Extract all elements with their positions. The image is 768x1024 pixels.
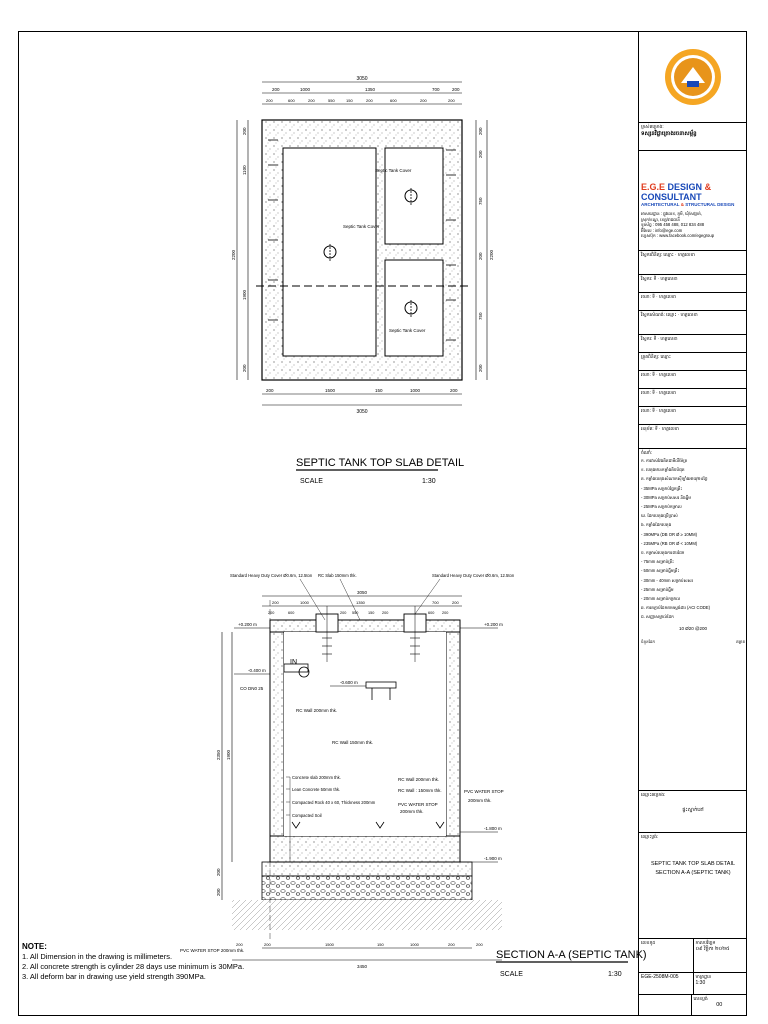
svg-text:1100: 1100: [242, 165, 247, 175]
plan-bottom-dim-1: 200: [266, 388, 274, 393]
svg-text:750: 750: [478, 312, 483, 320]
label-layer-2: Lean Concrete 50mm thk.: [292, 787, 341, 792]
tb-row-4: វិស្វករសំណង់: ឈ្មោះ · ហត្ថលេខា: [639, 311, 747, 335]
svg-text:200: 200: [272, 600, 279, 605]
date-value: ០៩ វិច្ឆិកា ២០២៥: [695, 946, 730, 952]
svg-text:200: 200: [266, 98, 273, 103]
sheet-title-cell: [639, 833, 747, 939]
svg-text:200: 200: [242, 127, 247, 135]
label-pipe: CO DN0 25: [240, 686, 264, 691]
section-overall-width: 3050: [356, 590, 368, 595]
tb-row-10: អនុម័ត: ទី · ហត្ថលេខា: [639, 425, 747, 449]
plan-scale-value: 1:30: [422, 478, 436, 485]
svg-text:200: 200: [340, 611, 347, 615]
svg-text:200: 200: [242, 364, 247, 372]
sheet-title: SEPTIC TANK TOP SLAB DETAIL SECTION A-A (SEPTIC TANK): [650, 861, 736, 876]
section-scale-label: SCALE: [500, 971, 523, 978]
label-cover-left: Standard Heavy Duty Cover Ø0.6m, 12.5ton: [230, 573, 313, 578]
company-subtitle: ARCHITECTURAL & STRUCTURAL DESIGN: [641, 202, 735, 207]
note-item-1: 1. All Dimension in the drawing is millimeters.: [22, 952, 173, 961]
plan-cover-label-2: Septic Tank Cover: [375, 168, 412, 173]
tb-row-1: វិស្វករពិនិត្យ: ឈ្មោះ · ហត្ថលេខា: [639, 251, 747, 275]
svg-text:200: 200: [366, 98, 373, 103]
svg-text:550: 550: [352, 611, 359, 615]
plan-bottom-dim-4: 1000: [410, 388, 421, 393]
section-top-dims: [272, 600, 459, 605]
plan-top-dim-2: 1000: [300, 87, 311, 92]
label-layer-3: Compacted Rock 40 x 60, Thickness 200mm: [292, 800, 376, 805]
bar-legend: ចំនួនដែក គម្លាត: [641, 638, 745, 644]
scale-value: 1:30: [695, 980, 706, 986]
label-layer-1: Concrete slab 200mm thk.: [292, 775, 341, 780]
svg-text:200: 200: [308, 98, 315, 103]
tb-row-9: រចនា: ទី · ហត្ថលេខា: [639, 407, 747, 425]
svg-text:200: 200: [452, 600, 459, 605]
label-water-stop-1b: 200mm thk.: [400, 809, 424, 814]
svg-text:2350: 2350: [216, 749, 221, 760]
plan-top-dim-4: 700: [432, 87, 440, 92]
note-item-2: 2. All concrete strength is cylinder 28 days use minimum is 30MPa.: [22, 962, 245, 971]
sheet-no-row: លេខប្លង់ 00: [639, 995, 747, 1016]
tb-row-8: រចនា: ទី · ហត្ថលេខា: [639, 389, 747, 407]
project-value: ផ្ទះស្នាក់នៅ: [682, 807, 704, 813]
tb-row-5: វិស្វករ: ទី · ហត្ថលេខា: [639, 335, 747, 353]
sheet-label: ឈ្មោះប្លង់:: [641, 834, 659, 839]
label-water-stop-3: PVC WATER STOP 200mm thk.: [180, 948, 245, 953]
svg-text:550: 550: [328, 98, 335, 103]
section-bottom-overall: 3450: [356, 964, 368, 969]
note-item-3: 3. All deform bar in drawing use yield strength 390MPa.: [22, 972, 206, 981]
svg-text:200: 200: [478, 252, 483, 260]
plan-cover-label-1: Septic Tank Cover: [343, 224, 380, 229]
plan-left-dims: [231, 127, 247, 372]
section-title: SECTION A-A (SEPTIC TANK): [496, 949, 647, 961]
svg-text:600: 600: [428, 611, 435, 615]
label-wall-1: RC Wall 200mm thk.: [296, 708, 338, 713]
label-in: IN: [290, 659, 297, 666]
svg-text:200: 200: [478, 150, 483, 158]
svg-text:200: 200: [420, 98, 427, 103]
svg-text:150: 150: [346, 98, 353, 103]
level-bottom-slab: -1.900 m: [484, 856, 502, 861]
code-value: EGE-2508M-005: [639, 973, 694, 994]
company-name: E.G.E DESIGN & CONSULTANT: [641, 182, 712, 202]
level-bottom-inside: -1.800 m: [484, 826, 502, 831]
svg-text:1000: 1000: [410, 942, 419, 947]
plan-top-dim-1: 200: [272, 87, 280, 92]
project-label: ឈ្មោះគម្រោង:: [641, 792, 666, 797]
svg-text:2200: 2200: [231, 249, 236, 260]
owner-cell: [639, 123, 747, 151]
svg-text:200: 200: [478, 364, 483, 372]
plan-bottom-dim-5: 200: [450, 388, 458, 393]
svg-text:200: 200: [448, 98, 455, 103]
title-block: [638, 31, 747, 1016]
svg-text:1500: 1500: [325, 942, 334, 947]
svg-text:600: 600: [288, 611, 295, 615]
svg-text:600: 600: [288, 98, 295, 103]
svg-text:200: 200: [442, 611, 449, 615]
tb-row-6: ត្រួតពិនិត្យ: ឈ្មោះ: [639, 353, 747, 371]
svg-text:200: 200: [448, 942, 455, 947]
notes-block: [22, 942, 322, 982]
label-cover-right: Standard Heavy Duty Cover Ø0.6m, 12.5ton: [432, 573, 515, 578]
spec-lines: ក. ការវាស់វែងគិតជាមីលីម៉ែត្រ ខ. បេតុងមានកម្លាំងតិចបំផុត គ. កម្លាំងបេតុងសំណាកស៊ីឡាំងអាយុ២៨ថ្ងៃ - 35MPa សម្រាប់ផ្នែកគ្រឹះ - 30MPa សម្រាប់សសរ និងធ្នឹម - 25MPa សម្រាប់កម្រាល ឃ. ដែកបេតុងប្រើប្រាស់ ង. កម្លាំងដែកបេតុង - 390MPa (DB OR Ø ≥ 10MM) - 235MPa (RB OR Ø < 10MM) ច. កម្រាស់បេតុងការពារដែក - 75mm សម្រាប់គ្រឹះ - 50mm សម្រាប់ធ្នឹមគ្រឹះ - 30mm - 40mm សម្រាប់សសរ - 25mm សម្រាប់ធ្នឹម - 20mm សម្រាប់កម្រាល ឆ. ការតភ្ជាប់ដែកតាមស្តង់ដារ (ACI CODE) ជ. សញ្ញាសម្គាល់ដែក: [641, 458, 711, 620]
svg-text:200: 200: [264, 942, 271, 947]
label-layer-4: Compacted Soil: [292, 813, 322, 818]
notes-heading: NOTE:: [22, 942, 47, 951]
label-water-stop-2: PVC WATER STOP: [464, 789, 504, 794]
plan-title: SEPTIC TANK TOP SLAB DETAIL: [296, 457, 465, 469]
svg-text:200: 200: [216, 868, 221, 876]
plan-top-dim-3: 1350: [365, 87, 376, 92]
plan-scale-label: SCALE: [300, 478, 323, 485]
plan-bottom-overall: 3050: [356, 409, 368, 415]
spec-cell: [639, 449, 747, 791]
svg-text:200: 200: [476, 942, 483, 947]
label-wall-4: RC Wall : 150mm thk.: [398, 788, 442, 793]
svg-text:200: 200: [236, 942, 243, 947]
svg-text:1900: 1900: [242, 289, 247, 300]
company-logo-icon: [663, 47, 723, 107]
tb-row-3: រចនា: ទី · ហត្ថលេខា: [639, 293, 747, 311]
owner-value: ទស្សនវិជ្ជាគ្រោងរចនាសម្ព័ន្ធ: [641, 131, 697, 137]
project-cell: [639, 791, 747, 833]
tb-row-7: រចនា: ទី · ហត្ថលេខា: [639, 371, 747, 389]
label-slab: RC Slab 150mm thk.: [318, 573, 357, 578]
plan-top-sub-dims: [266, 98, 455, 103]
company-contact: អាសយដ្ឋាន : ផ្លូវលេខ, ភូមិ, ឃុំ/សង្កាត់, ស្រុក/ខណ្ឌ, ខេត្ត/រាជធានី ទូរស័ព្ទ : 095 458 488, 012 834 488 អ៊ីមែល : info@ege.com ហ្វេសប៊ុក : www.facebook.com/egegroup: [641, 211, 715, 238]
code-date-row: លេខកូដ កាលបរិច្ឆេទ ០៩ វិច្ឆិកា ២០២៥: [639, 939, 747, 973]
bar-mark: 10 Ø20 @200: [678, 625, 708, 631]
section-left-dims: [216, 749, 231, 896]
level-top-right: +0.200 m: [484, 622, 503, 627]
spec-label: ចំណាំ:: [641, 450, 653, 455]
svg-text:1900: 1900: [226, 749, 231, 760]
section-scale-value: 1:30: [608, 971, 622, 978]
svg-text:150: 150: [377, 942, 384, 947]
company-cell: [639, 151, 747, 251]
code-scale-row: EGE-2508M-005 មាត្រដ្ឋាន 1:30: [639, 973, 747, 995]
section-aa: [232, 600, 502, 940]
plan-overall-width: 3050: [356, 76, 368, 82]
level-transfer: -0.600 m: [340, 680, 358, 685]
plan-bottom-dim-2: 1500: [325, 388, 336, 393]
label-wall-3: RC Wall 200mm thk.: [398, 777, 440, 782]
svg-text:1000: 1000: [300, 600, 309, 605]
label-water-stop-2b: 200mm thk.: [468, 798, 492, 803]
svg-text:150: 150: [368, 611, 375, 615]
plan-cover-label-3: Septic Tank Cover: [389, 328, 426, 333]
tb-row-2: វិស្វករ: ទី · ហត្ថលេខា: [639, 275, 747, 293]
level-inlet: -0.400 m: [248, 668, 266, 673]
logo-cell: [639, 31, 747, 123]
svg-text:200: 200: [268, 611, 275, 615]
owner-label: ម្ចាស់គម្រោង:: [641, 124, 664, 129]
svg-text:600: 600: [390, 98, 397, 103]
svg-text:200: 200: [478, 127, 483, 135]
svg-text:1350: 1350: [356, 600, 365, 605]
label-wall-2: RC Wall 150mm thk.: [332, 740, 374, 745]
plan-bottom-dim-3: 150: [375, 388, 383, 393]
svg-text:750: 750: [478, 197, 483, 205]
svg-text:200: 200: [382, 611, 389, 615]
plan-right-dims: [478, 127, 494, 372]
svg-text:2200: 2200: [489, 249, 494, 260]
sheet-no-value: 00: [716, 1002, 723, 1008]
plan-top-dim-5: 200: [452, 87, 460, 92]
top-slab-plan: [256, 120, 468, 380]
svg-text:700: 700: [432, 600, 439, 605]
svg-text:200: 200: [216, 888, 221, 896]
label-water-stop-1: PVC WATER STOP: [398, 802, 438, 807]
level-top-left: +0.200 m: [238, 622, 257, 627]
